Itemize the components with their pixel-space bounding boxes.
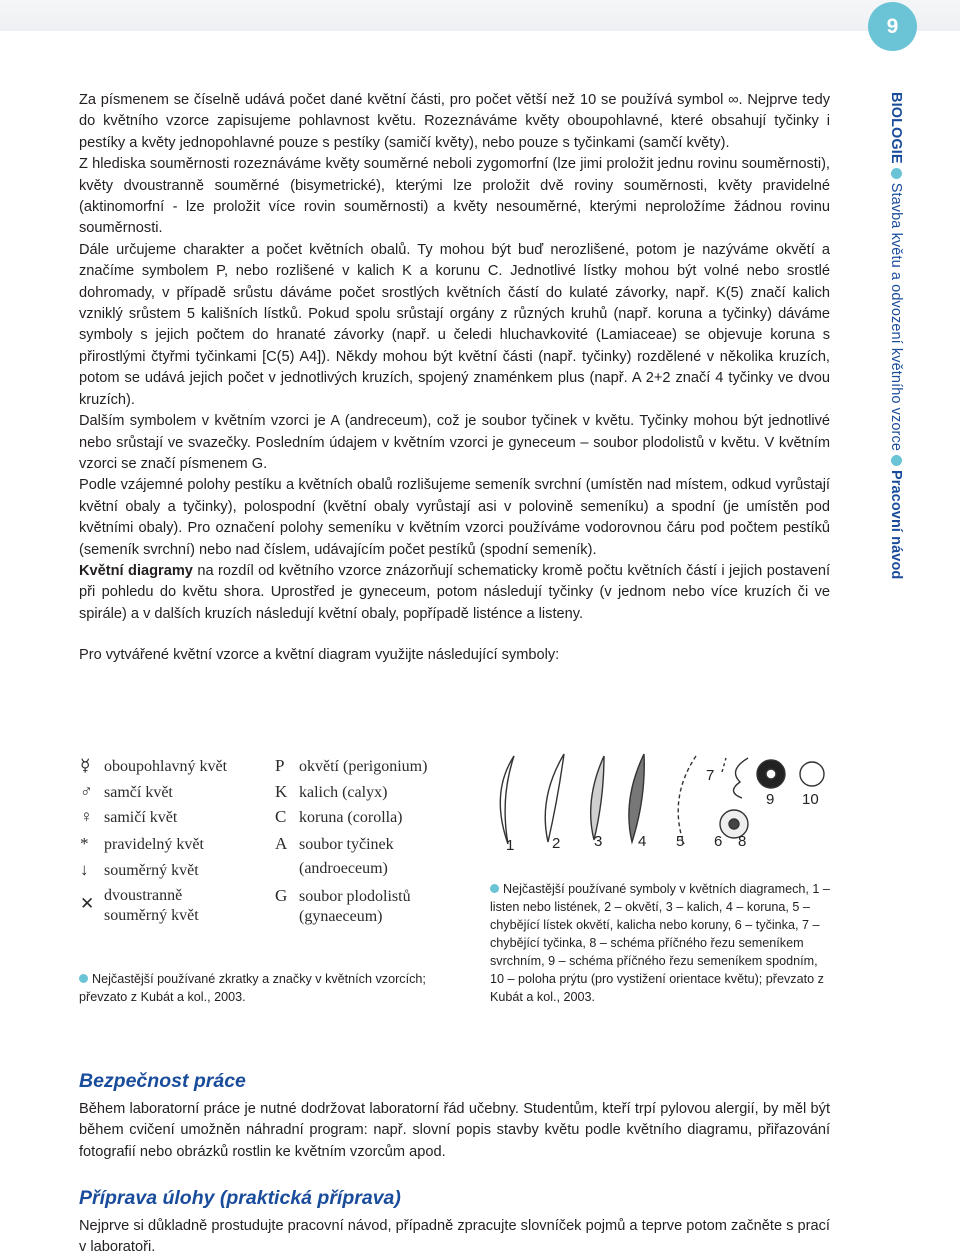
missing-organ-shape [678, 756, 696, 844]
asterisk-icon: * [80, 834, 89, 853]
bract-shape [500, 756, 514, 844]
axis-position-shape [800, 762, 824, 786]
diagram-label: 6 [714, 833, 723, 850]
bullet-dot-icon [490, 884, 499, 893]
sidebar-text [888, 92, 904, 579]
paragraph: Dalším symbolem v květním vzorci je A (andreceum), což je soubor tyčinek v květu. Tyčinky mohou být jednotlivé nebo srůstají ve svazečky. Posledním údajem v květním vzorci je gyneceum – soubor plodolistů v květu. V květním vzorci se značí písmenem G. [79, 413, 830, 472]
symbol-label: koruna (corolla) [299, 809, 403, 826]
paragraph: Za písmenem se číselně udává počet dané květní části, pro počet větší než 10 se používá symbol ∞. Nejprve tedy do květního vzorce zapisujeme pohlavnost květu. Rozeznáváme květy oboupohlavné, které obsahují tyčinky i pestíky a květy jednopohlavné pouze s pestíky (samičí květy), nebo pouze s tyčinkami (samčí květy). [79, 92, 830, 151]
bullet-dot-icon [79, 974, 88, 983]
diagram-symbols-figure [486, 748, 836, 858]
symbol-row [80, 756, 227, 776]
symbol-row [80, 886, 260, 926]
bullet-dot-icon [891, 168, 902, 179]
paragraph-rest: na rozdíl od květního vzorce znázorňují schematicky kromě počtu květních částí i jejich postavení při pohledu do květu shora. Uprostřed je gyneceum, potom následují tyčinky (v jednom nebo více kruzích či ve spirále) a v dalších kruzích následují květní obaly, popřípadě listénce a listeny. [79, 562, 830, 622]
male-icon: ♂ [80, 782, 93, 801]
section-heading-safety: Bezpečnost práce [79, 1070, 246, 1092]
symbol-letter: C [275, 807, 287, 826]
diagram-label: 9 [766, 791, 775, 808]
symbol-label: soubor plodolistů [299, 888, 411, 905]
prep-text: Nejprve si důkladně prostudujte pracovní návod, případně zpracujte slovníček pojmů a teprve potom začněte s prací v laboratoři. [79, 1218, 830, 1256]
cross-icon: ✕ [80, 894, 95, 913]
symbol-label: samčí květ [104, 784, 173, 801]
symbol-label: kalich (calyx) [299, 784, 388, 801]
missing-stamen-shape [722, 758, 726, 772]
bullet-dot-icon [891, 455, 902, 466]
paragraph: Z hlediska souměrnosti rozeznáváme květy souměrné neboli zygomorfní (lze jimi proložit jednu rovinu souměrnosti), květy dvoustranně souměrné (bisymetrické), kterými lze proložit dvě roviny souměrnosti, květy pravidelné (aktinomorfní - lze proložit více rovin souměrnosti) a květy nesouměrné, kterými neproložíme žádnou rovinu souměrnosti. [79, 156, 830, 237]
symbol-row [275, 860, 388, 878]
symbol-label: oboupohlavný květ [104, 758, 228, 775]
ovary-inferior-core [766, 769, 776, 779]
symbol-row [275, 782, 387, 802]
sidebar [880, 92, 904, 582]
page-number-badge [868, 2, 917, 51]
sepal-shape [591, 756, 604, 840]
symbol-row [275, 886, 411, 906]
diagram-label: 3 [594, 833, 603, 850]
section-heading-prep: Příprava úlohy (praktická příprava) [79, 1187, 401, 1209]
symbol-row [275, 834, 394, 854]
symbol-label: samičí květ [104, 809, 178, 826]
caption-text: Nejčastější používané zkratky a značky v květních vzorcích; převzato z Kubát a kol., 2003. [79, 972, 426, 1004]
symbol-row [80, 782, 173, 802]
symbol-row [80, 807, 177, 827]
page-number: 9 [886, 14, 899, 38]
diagram-label: 5 [676, 833, 685, 850]
caption-left [79, 970, 449, 1006]
symbol-row [275, 807, 403, 827]
tepal-shape [545, 754, 564, 842]
symbol-letter: G [275, 886, 288, 905]
symbol-row [80, 834, 204, 854]
symbol-row [275, 908, 383, 926]
sidebar-subject: BIOLOGIE [888, 92, 904, 164]
paragraph: Podle vzájemné polohy pestíku a květních obalů rozlišujeme semeník svrchní (umístěn nad místem, odkud vyrůstají květní obaly a tyčinky), polospodní (květní obaly vyrůstají asi v polovině semeníku) a spodní (je umístěn pod květními obaly). Pro označení polohy semeníku v květním vzorci používáme vodorovnou čáru pod počtem pestíků (semeník svrchní) nebo nad číslem, udávajícím počet pestíků (spodní semeník). [79, 477, 830, 558]
petal-shape [629, 754, 644, 842]
symbol-letter: P [275, 756, 285, 775]
caption-right [490, 880, 830, 1006]
symbol-label: souměrný květ [104, 862, 199, 879]
paragraph-diagrams [79, 561, 830, 625]
header-band [0, 0, 960, 31]
diagram-label: 7 [706, 767, 715, 784]
diagram-label: 1 [506, 837, 515, 854]
caption-text: Nejčastější používané symboly v květních diagramech, 1 – listen nebo listének, 2 – okvětí, 3 – kalich, 4 – koruna, 5 – chybějící lístek okvětí, kalicha nebo koruny, 6 – tyčinka, 7 – chybějící tyčinka, 8 – schéma příčného řezu semeníkem svrchním, 9 – schéma příčného řezu semeníkem spodním, 10 – poloha prýtu (pro vystižení orientace květu); převzato z Kubát a kol., 2003. [490, 882, 830, 1004]
symbols-intro: Pro vytvářené květní vzorce a květní diagram využijte následující symboly: [79, 647, 560, 664]
diagram-label: 8 [738, 833, 747, 850]
symbol-label: (gynaeceum) [299, 908, 383, 925]
symbol-label: okvětí (perigonium) [299, 758, 428, 775]
sidebar-section: Pracovní návod [888, 469, 904, 580]
bisexual-icon: ☿ [80, 756, 91, 775]
stamen-shape [733, 758, 748, 798]
diagram-label: 2 [552, 835, 561, 852]
symbol-letter: K [275, 782, 288, 801]
symbol-row [80, 860, 199, 880]
diagram-label: 10 [802, 791, 819, 808]
paragraph: Dále určujeme charakter a počet květních obalů. Ty mohou být buď nerozlišené, potom je nazýváme okvětí a značíme symbolem P, nebo rozlišené v kalich K a korunu C. Jednotlivé lístky mohou být volné nebo srostlé dohromady, v případě srůstu dáváme počet srostlých květních částí do kulaté závorky, např. K(5) značí kalich vzniklý srůstem 5 kališních lístků. Pokud spolu srůstají orgány z různých kruhů (např. koruna a tyčinky) dáváme symboly s jejich počtem do hranaté závorky (např. u čeledi hluchavkovité (Lamiaceae) se objevuje koruna s přirostlými čtyřmi tyčinkami [C(5) A4]). Někdy mohou být květní části (např. tyčinky) rozdělené v několika kruzích, potom se udává jejich počet v jednotlivých kruzích, spojený znaménkem plus (např. A 2+2 značí 4 tyčinky ve dvou kruzích). [79, 241, 830, 408]
sidebar-topic: Stavba květu a odvození květního vzorce [888, 182, 904, 451]
bold-term: Květní diagramy [79, 562, 193, 579]
ovary-core [729, 819, 739, 829]
symbol-label: (androeceum) [299, 860, 388, 877]
symbol-label: pravidelný květ [104, 836, 204, 853]
symbol-label: dvoustranně souměrný květ [104, 887, 199, 924]
symbol-row [275, 756, 427, 776]
symbol-letter: A [275, 834, 288, 853]
diagram-label: 4 [638, 833, 647, 850]
female-icon: ♀ [80, 807, 93, 826]
arrow-down-icon: ↓ [80, 860, 89, 879]
safety-text: Během laboratorní práce je nutné dodržovat laboratorní řád učebny. Studentům, kteří trpí pylovou alergií, by měl být během cvičení umožněn náhradní program: např. slovní popis stavby květu podle květního diagramu, přiřazování fotografií nebo obrázků rostlin ke květním vzorcům apod. [79, 1101, 830, 1160]
symbol-label: soubor tyčinek [299, 836, 394, 853]
main-text [79, 90, 830, 667]
formula-symbols-figure [80, 748, 440, 938]
